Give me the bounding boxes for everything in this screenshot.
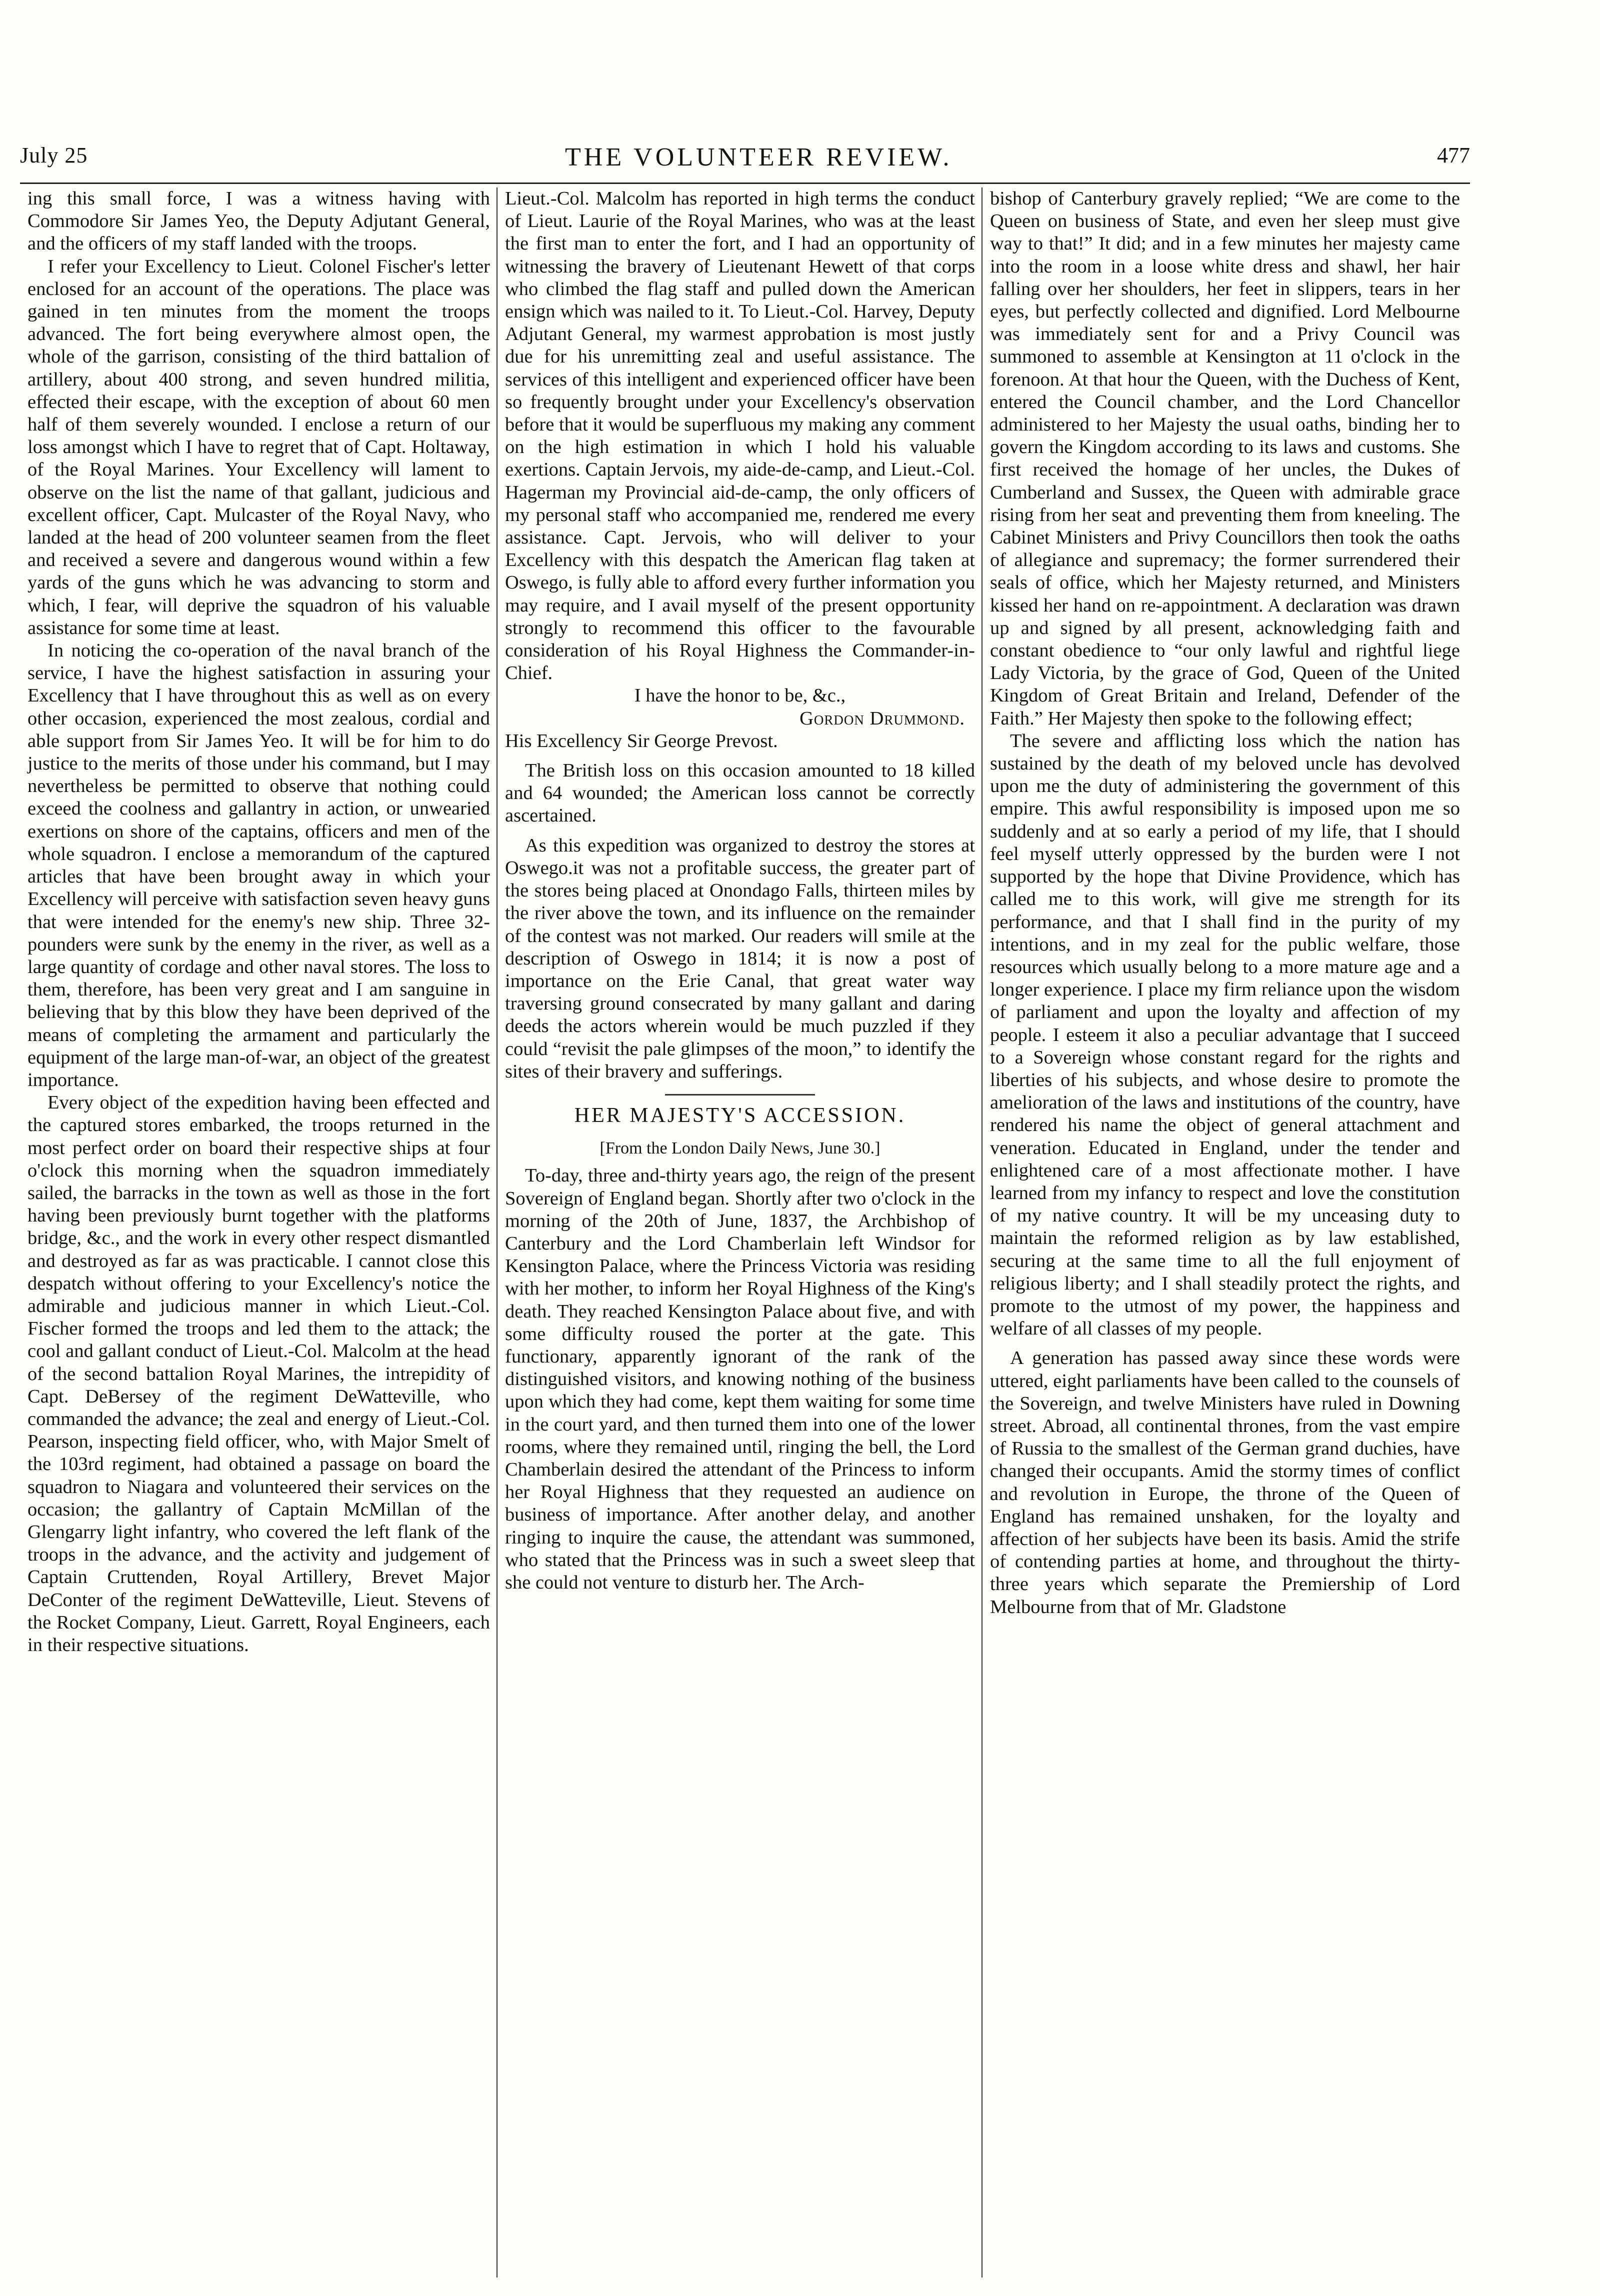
paragraph: To-day, three and-thirty years ago, the reign of the present Sovereign of England began. Shortly after two o'clock in the morning of the 20th of June, 1837, the Archbishop of Canterbury and the Lord Chamberlain left Windsor for Kensington Palace, where the Princess Victoria was residing with her mother, to inform her Royal Highness of the King's death. They reached Kensington Palace about five, and with some difficulty roused the porter at the gate. This functionary, apparently ignorant of the rank of the distinguished visitors, and knowing nothing of the business upon which they had come, kept them waiting for some time in the court yard, and then turned them into one of the lower rooms, where they remained until, ringing the bell, the Lord Chamberlain desired the attendant of the Princess to inform her Royal Highness that they requested an audience on business of importance. After another delay, and another ringing to inquire the cause, the attendant was summoned, who stated that the Princess was in such a sweet sleep that she could not venture to disturb her. The Arch- [505, 1165, 975, 1593]
publication-title: THE VOLUNTEER REVIEW. [565, 143, 952, 172]
closing-addressee: His Excellency Sir George Prevost. [505, 730, 778, 752]
paragraph: Lieut.-Col. Malcolm has reported in high terms the conduct of Lieut. Laurie of the Royal Marines, who was at the least the first man to enter the fort, and I had an opportunity of witnessing the bravery of Lieutenant Hewett of that corps who climbed the flag staff and pulled down the American ensign which was nailed to it. To Lieut.-Col. Harvey, Deputy Adjutant General, my warmest approbation is most justly due for his unremitting zeal and useful assistance. The services of this intelligent and experienced officer have been so frequently brought under your Excellency's observation before that it would be superfluous my making any comment on the high estimation in which I hold his valuable exertions. Captain Jervois, my aide-de-camp, and Lieut.-Col. Hagerman my Provincial aid-de-camp, the only officers of my personal staff who accompanied me, rendered me every assistance. Capt. Jervois, who will deliver to your Excellency with this despatch the American flag taken at Oswego, is fully able to afford every further information you may require, and I avail myself of the present opportunity strongly to recommend this officer to the favourable consideration of his Royal Highness the Commander-in-Chief. [505, 188, 975, 684]
section-divider [665, 1094, 815, 1096]
paragraph: bishop of Canterbury gravely replied; “We are come to the Queen on business of State, and even her sleep must give way to that!” It did; and in a few minutes her majesty came into the room in a loose white dress and shawl, her hair falling over her shoulders, her feet in slippers, tears in her eyes, but perfectly collected and dignified. Lord Melbourne was immediately sent for and a Privy Council was summoned to assemble at Kensington at 11 o'clock in the forenoon. At that hour the Queen, with the Duchess of Kent, entered the Council chamber, and the Lord Chancellor administered to her Majesty the usual oaths, binding her to govern the Kingdom according to its laws and customs. She first received the homage of her uncles, the Dukes of Cumberland and Sussex, the Queen with admirable grace rising from her seat and preventing them from kneeling. The Cabinet Ministers and Privy Councillors then took the oaths of allegiance and supremacy; the former surrendered their seals of office, which her Majesty returned, and Ministers kissed her hand on re-appointment. A declaration was drawn up and signed by all present, acknowledging faith and constant obedience to “our only lawful and rightful liege Lady Victoria, by the grace of God, Queen of the United Kingdom of Great Britain and Ireland, Defender of the Faith.” Her Majesty then spoke to the following effect; [990, 188, 1460, 729]
paragraph: The severe and afflicting loss which the nation has sustained by the death of my beloved uncle has devolved upon me the duty of administering the government of this empire. This awful responsibility is imposed upon me so suddenly and at so early a period of my life, that I should feel myself utterly oppressed by the burden were I not supported by the hope that Divine Providence, which has called me to this work, will give me strength for its performance, and that I shall find in the purity of my intentions, and in my zeal for the public welfare, those resources which usually belong to a more mature age and a longer experience. I place my firm reliance upon the wisdom of parliament and upon the loyalty and affection of my people. I esteem it also a peculiar advantage that I succeed to a Sovereign whose constant regard for the rights and liberties of his subjects, and whose desire to promote the amelioration of the laws and institutions of the country, have rendered his name the object of general attachment and veneration. Educated in England, under the tender and enlightened care of a most affectionate mother. I have learned from my infancy to respect and love the constitution of my native country. It will be my unceasing duty to maintain the reformed religion as by law established, securing at the same time to all the full enjoyment of religious liberty; and I shall steadily protect the rights, and promote to the utmost of my power, the happiness and welfare of all classes of my people. [990, 730, 1460, 1340]
column-divider-1 [496, 188, 498, 2278]
paragraph: The British loss on this occasion amounted to 18 killed and 64 wounded; the American loss cannot be correctly ascertained. [505, 760, 975, 826]
paragraph: As this expedition was organized to destroy the stores at Oswego.it was not a profitable success, the greater part of the stores being placed at Onondago Falls, thirteen miles by the river above the town, and its influence on the remainder of the contest was not marked. Our readers will smile at the description of Oswego in 1814; it is now a post of importance on the Erie Canal, that great water way traversing ground consecrated by many gallant and daring deeds the actors wherein would be much puzzled if they could “revisit the pale glimpses of the moon,” to identify the sites of their bravery and sufferings. [505, 834, 975, 1082]
column-3 [990, 188, 1460, 1618]
page-number: 477 [1437, 143, 1470, 168]
closing-honor: I have the honor to be, &c., [634, 685, 846, 706]
paragraph: Every object of the expedition having been effected and the captured stores embarked, the troops returned in the most perfect order on board their respective ships at four o'clock this morning when the squadron immediately sailed, the barracks in the town as well as those in the fort having been previously burnt together with the platforms bridge, &c., and the work in every other respect dismantled and destroyed as far as was practicable. I cannot close this despatch without offering to your Excellency's notice the admirable and judicious manner in which Lieut.-Col. Fischer formed the troops and led them to the attack; the cool and gallant conduct of Lieut.-Col. Malcolm at the head of the second battalion Royal Marines, the intrepidity of Capt. DeBersey of the regiment DeWatteville, who commanded the advance; the zeal and energy of Lieut.-Col. Pearson, inspecting field officer, who, with Major Smelt of the 103rd regiment, had obtained a passage on board the squadron to Niagara and volunteered their services on the occasion; the gallantry of Captain McMillan of the Glengarry light infantry, who covered the left flank of the troops in the advance, and the activity and judgement of Captain Cruttenden, Royal Artillery, Brevet Major DeConter of the regiment DeWatteville, Lieut. Stevens of the Rocket Company, Lieut. Garrett, Royal Engineers, each in their respective situations. [28, 1092, 490, 1656]
paragraph: ing this small force, I was a witness having with Commodore Sir James Yeo, the Deputy Adjutant General, and the officers of my staff landed with the troops. [28, 188, 490, 254]
closing-signature: Gordon Drummond. [800, 708, 965, 729]
issue-date: July 25 [20, 143, 88, 168]
page-header [20, 142, 1470, 182]
column-1 [28, 188, 490, 1656]
paragraph: A generation has passed away since these words were uttered, eight parliaments have been called to the counsels of the Sovereign, and twelve Ministers have ruled in Downing street. Abroad, all continental thrones, from the vast empire of Russia to the smallest of the German grand duchies, have changed their occupants. Amid the stormy times of conflict and revolution in Europe, the throne of the Queen of England has remained unshaken, for the loyalty and affection of her subjects have been its basis. Amid the strife of contending parties at home, and throughout the thirty-three years which separate the Premiership of Lord Melbourne from that of Mr. Gladstone [990, 1348, 1460, 1618]
column-2 [505, 188, 975, 1594]
header-rule [20, 182, 1470, 184]
paragraph: I refer your Excellency to Lieut. Colonel Fischer's letter enclosed for an account of the operations. The place was gained in ten minutes from the moment the troops advanced. The fort being everywhere almost open, the whole of the garrison, consisting of the third battalion of artillery, about 400 strong, and seven hundred militia, effected their escape, with the exception of about 60 men half of them severely wounded. I enclose a return of our loss amongst which I have to regret that of Capt. Holtaway, of the Royal Marines. Your Excellency will lament to observe on the list the name of that gallant, judicious and excellent officer, Capt. Mulcaster of the Royal Navy, who landed at the head of 200 volunteer seamen from the fleet and received a severe and dangerous wound within a few yards of the guns which he was advancing to storm and which, I fear, will deprive the squadron of his valuable assistance for some time at least. [28, 256, 490, 638]
article-heading: HER MAJESTY'S ACCESSION. [574, 1104, 906, 1127]
paragraph: In noticing the co-operation of the naval branch of the service, I have the highest satisfaction in assuring your Excellency that I have throughout this as well as on every other occasion, experienced the most zealous, cordial and able support from Sir James Yeo. It will be for him to do justice to the merits of those under his command, but I may nevertheless be permitted to observe that nothing could exceed the coolness and gallantry in action, or unwearied exertions on shore of the captains, officers and men of the whole squadron. I enclose a memorandum of the captured articles that have been brought away in which your Excellency will perceive with satisfaction seven heavy guns that were intended for the enemy's new ship. Three 32-pounders were sunk by the enemy in the river, as well as a large quantity of cordage and other naval stores. The loss to them, therefore, has been very great and I am sanguine in believing that by this blow they have been deprived of the means of completing the armament and particularly the equipment of the large man-of-war, an object of the greatest importance. [28, 640, 490, 1090]
letter-closing [505, 684, 975, 752]
article-source: [From the London Daily News, June 30.] [600, 1139, 880, 1158]
